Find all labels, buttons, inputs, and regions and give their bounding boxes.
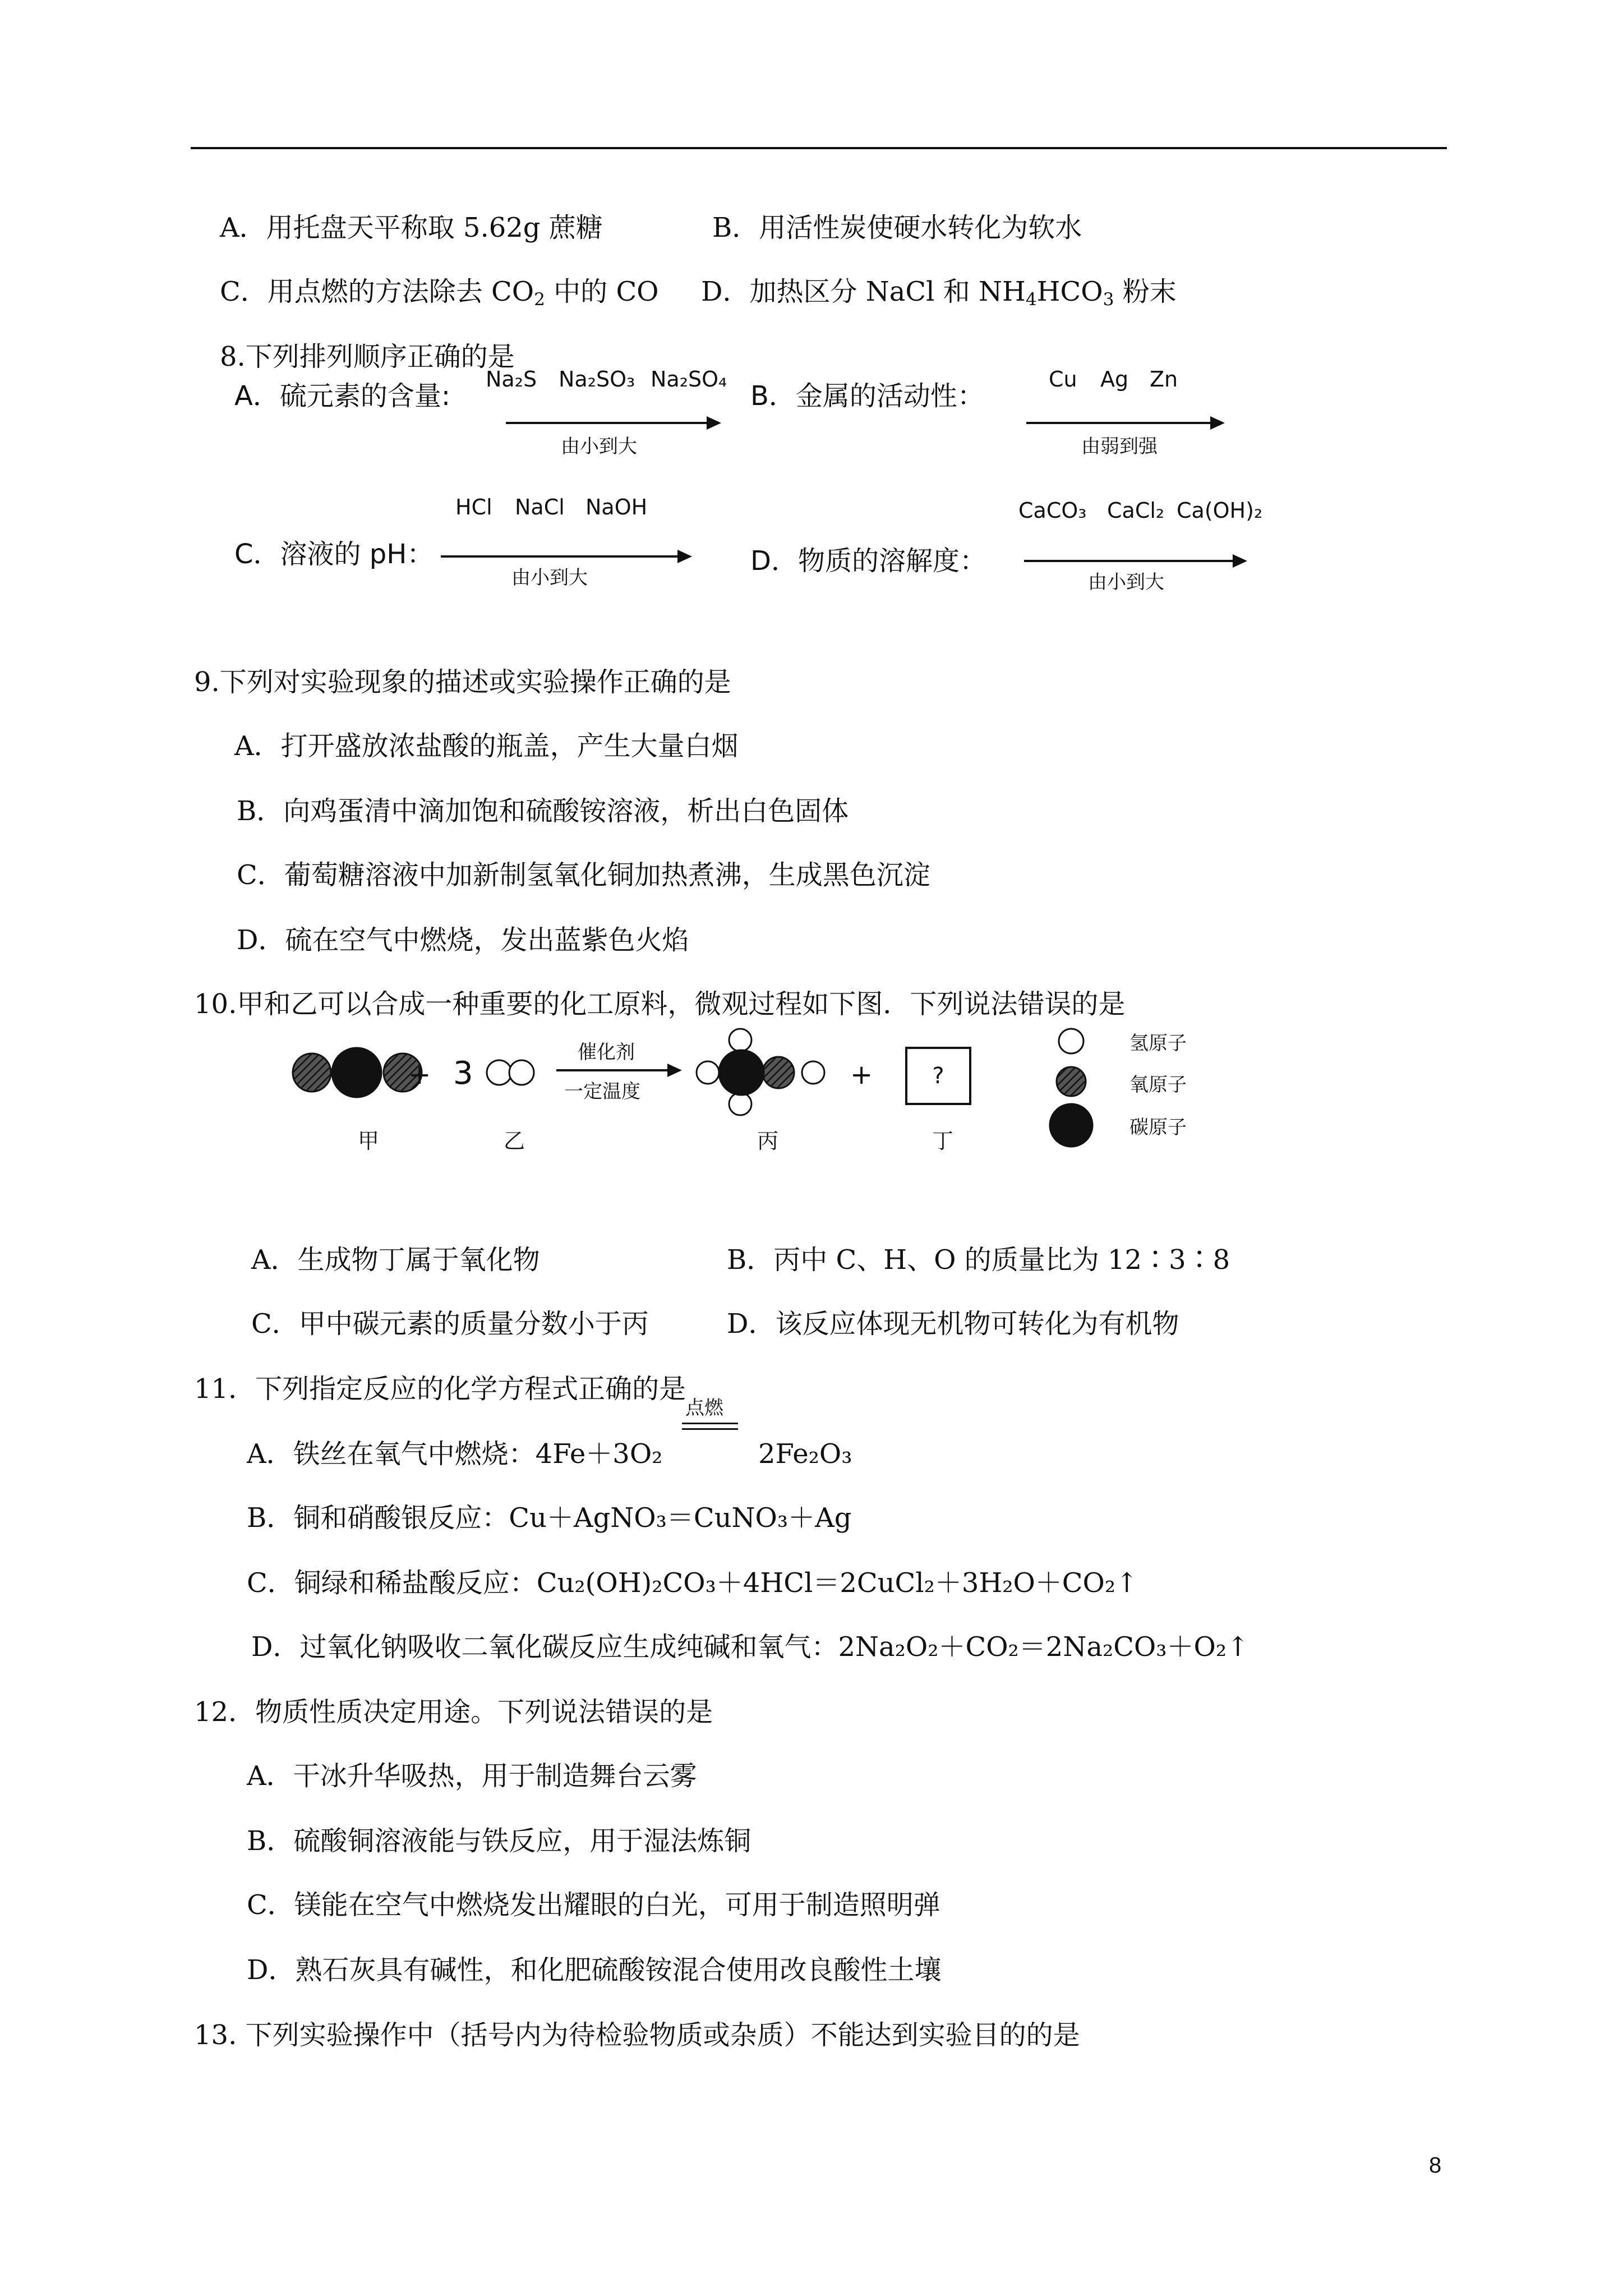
q10-option-d: D．该反应体现无机物可转化为有机物 xyxy=(727,1308,1179,1340)
q10-option-b: B．丙中 C、H、O 的质量比为 12∶3∶8 xyxy=(727,1244,1230,1276)
q8-a-condition: 由小到大 xyxy=(561,435,637,458)
q8-b-item: Cu xyxy=(1049,367,1077,392)
q10-stem: 10.甲和乙可以合成一种重要的化工原料，微观过程如下图．下列说法错误的是 xyxy=(194,988,1126,1020)
equal-bar-top xyxy=(682,1423,738,1424)
q11-a-condition: 点燃 xyxy=(685,1397,723,1419)
legend-carbon: 碳原子 xyxy=(1129,1116,1187,1139)
reaction-arrow xyxy=(556,1069,680,1071)
q8-c-item: NaCl xyxy=(515,495,565,519)
equal-bar-bottom xyxy=(682,1428,738,1430)
q8-d-item: CaCl₂ xyxy=(1107,498,1165,523)
q12-option-c: C．镁能在空气中燃烧发出耀眼的白光，可用于制造照明弹 xyxy=(247,1889,940,1921)
q10-option-a: A．生成物丁属于氧化物 xyxy=(251,1244,540,1276)
q8-a-item: Na₂SO₄ xyxy=(651,367,727,392)
q11-option-a-product: 2Fe₂O₃ xyxy=(758,1438,852,1470)
q9-stem: 9.下列对实验现象的描述或实验操作正确的是 xyxy=(194,666,731,698)
q12-stem: 12．物质性质决定用途。下列说法错误的是 xyxy=(194,1696,713,1728)
q8-option-a-label: A．硫元素的含量: xyxy=(234,380,451,412)
q7-option-a: A．用托盘天平称取 5.62g 蔗糖 xyxy=(220,212,603,243)
q9-option-c: C．葡萄糖溶液中加新制氢氧化铜加热煮沸，生成黑色沉淀 xyxy=(237,859,930,891)
q8-d-item: Ca(OH)₂ xyxy=(1177,498,1263,523)
q8-d-item: CaCO₃ xyxy=(1018,498,1087,523)
q10-option-c: C．甲中碳元素的质量分数小于丙 xyxy=(251,1308,649,1340)
legend-hydrogen: 氢原子 xyxy=(1129,1032,1187,1055)
q11-option-c: C．铜绿和稀盐酸反应：Cu₂(OH)₂CO₃＋4HCl＝2CuCl₂＋3H₂O＋CO₂↑ xyxy=(247,1567,1138,1599)
page-number: 8 xyxy=(1429,2153,1442,2178)
q8-b-condition: 由弱到强 xyxy=(1081,435,1158,458)
q11-stem: 11．下列指定反应的化学方程式正确的是 xyxy=(194,1373,686,1405)
q11-option-a: A．铁丝在氧气中燃烧：4Fe＋3O₂ xyxy=(247,1438,663,1470)
legend-hydrogen-icon xyxy=(1059,1029,1083,1053)
q8-d-condition: 由小到大 xyxy=(1088,571,1164,593)
q8-option-c-label: C．溶液的 pH： xyxy=(234,539,434,570)
label-jia: 甲 xyxy=(358,1129,380,1153)
q12-option-d: D．熟石灰具有碱性，和化肥硫酸铵混合使用改良酸性土壤 xyxy=(247,1954,942,1986)
q8-c-item: HCl xyxy=(455,495,492,519)
legend-oxygen-icon xyxy=(1057,1067,1086,1096)
molecule-yi xyxy=(487,1060,534,1085)
q8-stem: 8.下列排列顺序正确的是 xyxy=(220,341,515,372)
q7-option-b: B．用活性炭使硬水转化为软水 xyxy=(712,212,1082,243)
temperature-label: 一定温度 xyxy=(564,1080,640,1103)
q8-option-b-label: B．金属的活动性： xyxy=(750,380,984,412)
legend-oxygen: 氧原子 xyxy=(1129,1074,1187,1096)
q8-c-condition: 由小到大 xyxy=(511,567,588,589)
q7-option-d: D．加热区分 NaCl 和 $NH_4HCO_3$ 粉末 xyxy=(701,276,1177,310)
q12-option-a: A．干冰升华吸热，用于制造舞台云雾 xyxy=(247,1760,697,1792)
q11-option-d: D．过氧化钠吸收二氧化碳反应生成纯碱和氧气：2Na₂O₂＋CO₂＝2Na₂CO₃＋O₂↑ xyxy=(251,1631,1249,1663)
q8-option-d-label: D．物质的溶解度： xyxy=(750,545,986,577)
label-yi: 乙 xyxy=(504,1129,525,1153)
molecule-jia xyxy=(293,1048,422,1097)
q13-stem: 13. 下列实验操作中（括号内为待检验物质或杂质）不能达到实验目的的是 xyxy=(194,2019,1080,2051)
label-ding: 丁 xyxy=(932,1129,954,1153)
q7-option-c: C．用点燃的方法除去 $CO_2$ 中的 CO xyxy=(220,276,659,310)
plus-sign: + xyxy=(850,1059,873,1091)
molecule-bing xyxy=(697,1029,824,1115)
legend-carbon-icon xyxy=(1050,1104,1092,1147)
q8-b-item: Ag xyxy=(1100,367,1129,392)
label-bing: 丙 xyxy=(757,1129,779,1153)
catalyst-label: 催化剂 xyxy=(578,1041,635,1064)
q8-c-item: NaOH xyxy=(585,495,648,519)
q8-b-item: Zn xyxy=(1150,367,1178,392)
plus-sign: + xyxy=(408,1059,431,1091)
coefficient: 3 xyxy=(453,1055,473,1092)
q11-option-b: B．铜和硝酸银反应：Cu＋AgNO₃＝CuNO₃＋Ag xyxy=(247,1502,852,1534)
q8-a-item: Na₂SO₃ xyxy=(559,367,635,392)
q9-option-a: A．打开盛放浓盐酸的瓶盖，产生大量白烟 xyxy=(234,730,739,762)
q12-option-b: B．硫酸铜溶液能与铁反应，用于湿法炼铜 xyxy=(247,1825,751,1857)
q9-option-d: D．硫在空气中燃烧，发出蓝紫色火焰 xyxy=(237,924,689,956)
q8-a-item: Na₂S xyxy=(486,367,537,392)
q9-option-b: B．向鸡蛋清中滴加饱和硫酸铵溶液，析出白色固体 xyxy=(237,795,849,827)
unknown-product-box: ? xyxy=(905,1047,971,1105)
